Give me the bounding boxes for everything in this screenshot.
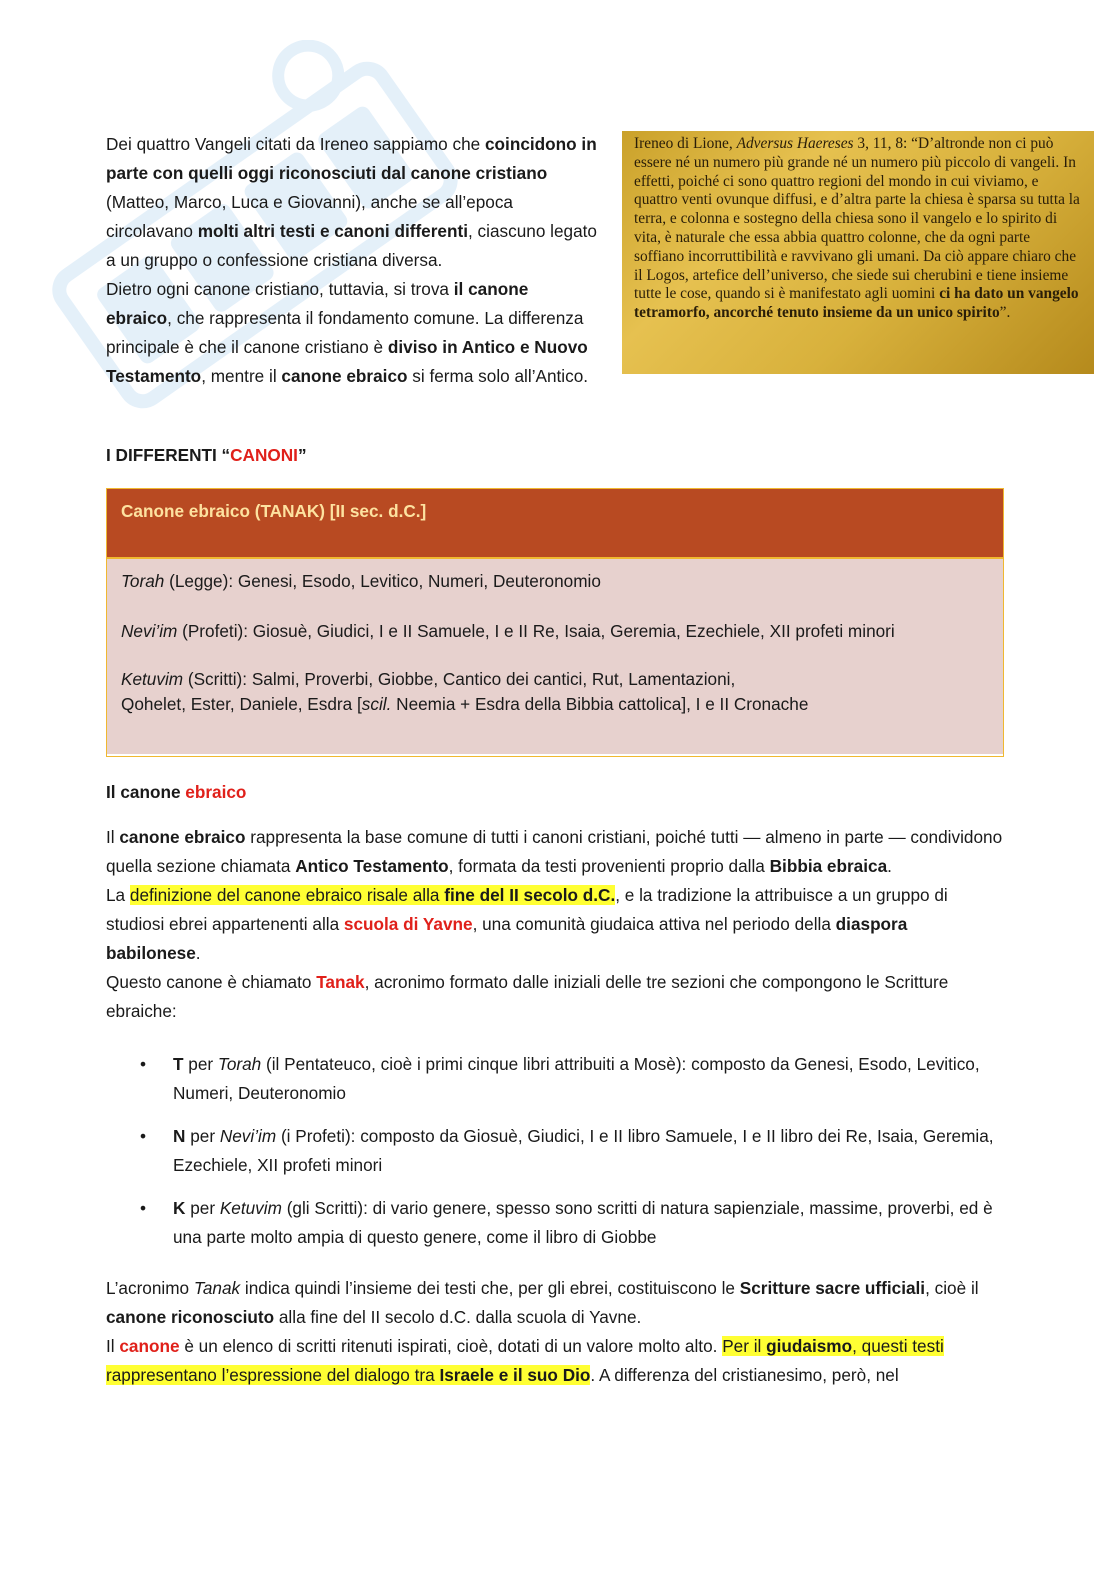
irenaeus-quote-box bbox=[622, 131, 1094, 374]
table-row-ketuvim: Ketuvim (Scritti): Salmi, Proverbi, Giobbe, Cantico dei cantici, Rut, Lamentazioni, Qohelet, Ester, Daniele, Esdra [scil. Neemia + Esdra della Bibbia cattolica], I e II Cronache bbox=[121, 669, 809, 714]
bullet-icon: • bbox=[140, 1054, 147, 1074]
table-row-neviim: Nevi’im (Profeti): Giosuè, Giudici, I e II Samuele, I e II Re, Isaia, Geremia, Ezechiele, XII profeti minori bbox=[121, 621, 895, 641]
canon-table bbox=[106, 488, 1004, 757]
main-paragraph-2: La definizione del canone ebraico risale alla fine del II secolo d.C., e la tradizione la attribuisce a un gruppo di studiosi ebrei appartenenti alla scuola di Yavne, una comunità giudaica attiva nel periodo della diaspora babilonese. bbox=[106, 885, 948, 963]
intro-paragraph-1: Dei quattro Vangeli citati da Ireneo sappiamo che coincidono in parte con quelli oggi riconosciuti dal canone cristiano (Matteo, Marco, Luca e Giovanni), anche se all’epoca circolavano molti altri testi e canoni differenti, ciascuno legato a un gruppo o confessione cristiana diversa. bbox=[106, 134, 597, 270]
list-item: • N per Nevi’im (i Profeti): composto da Giosuè, Giudici, I e II libro Samuele, I e II libro dei Re, Isaia, Geremia, Ezechiele, XII profeti minori bbox=[106, 1122, 1006, 1180]
bullet-icon: • bbox=[140, 1126, 147, 1146]
quote-body: 3, 11, 8: “D’altronde non ci può essere né un numero più grande né un numero più piccolo di vangeli. In effetti, poiché ci sono quattro regioni del mondo in cui viviamo, e quattro venti ovunque diffusi, e d’altra parte la chiesa è sparsa su tutta la terra, e colonna e sostegno della chiesa sono il vangelo e lo spirito di vita, è naturale che essa abbia quattro colonne, che da ogni parte soffiano incorruttibilità e ravvivano gli umani. Da ciò appare chiaro che il Logos, artefice dell’universo, che siede sui cherubini e tiene insieme tutte le cose, quando si è manifestato agli uomini bbox=[634, 135, 1080, 303]
intro-section bbox=[106, 130, 1080, 391]
quote-work: Adversus Haereses bbox=[736, 135, 854, 152]
quote-close: ”. bbox=[999, 304, 1011, 322]
main-paragraph-4: L’acronimo Tanak indica quindi l’insieme dei testi che, per gli ebrei, costituiscono le Scritture sacre ufficiali, cioè il canone riconosciuto alla fine del II secolo d.C. dalla scuola di Yavne. bbox=[106, 1278, 979, 1327]
bullet-icon: • bbox=[140, 1198, 147, 1218]
list-item: • T per Torah (il Pentateuco, cioè i primi cinque libri attribuiti a Mosè): composto da Genesi, Esodo, Levitico, Numeri, Deuteronomio bbox=[106, 1050, 1006, 1108]
canon-table-body bbox=[107, 559, 1003, 754]
main-paragraph-5: Il canone è un elenco di scritti ritenuti ispirati, cioè, dotati di un valore molto alto. Per il giudaismo, questi testi rappresentano l’espressione del dialogo tra Israele e il suo Dio. A differenza del cristianesimo, però, nel bbox=[106, 1336, 944, 1385]
table-row-torah: Torah (Legge): Genesi, Esodo, Levitico, Numeri, Deuteronomio bbox=[121, 571, 601, 591]
quote-author: Ireneo di Lione, bbox=[634, 135, 737, 152]
section-title: I DIFFERENTI “CANONI” bbox=[106, 445, 307, 465]
main-paragraph-3: Questo canone è chiamato Tanak, acronimo formato dalle iniziali delle tre sezioni che compongono le Scritture ebraiche: bbox=[106, 972, 949, 1021]
main-section bbox=[106, 823, 1006, 1390]
canon-table-header: Canone ebraico (TANAK) [II sec. d.C.] bbox=[107, 489, 1003, 559]
main-paragraph-1: Il canone ebraico rappresenta la base comune di tutti i canoni cristiani, poiché tutti — almeno in parte — condividono quella sezione chiamata Antico Testamento, formata da testi provenienti proprio dalla Bibbia ebraica. bbox=[106, 827, 1003, 876]
subsection-title: Il canone ebraico bbox=[106, 782, 247, 802]
intro-paragraph-2: Dietro ogni canone cristiano, tuttavia, si trova il canone ebraico, che rappresenta il fondamento comune. La differenza principale è che il canone cristiano è diviso in Antico e Nuovo Testamento, mentre il canone ebraico si ferma solo all’Antico. bbox=[106, 279, 589, 386]
list-item: • K per Ketuvim (gli Scritti): di vario genere, spesso sono scritti di natura sapienziale, massime, proverbi, ed è una parte molto ampia di questo genere, come il libro di Giobbe bbox=[106, 1194, 1006, 1252]
tanak-list bbox=[106, 1050, 1006, 1252]
quote-bold-end: ci ha dato un vangelo tetramorfo, ancorché tenuto insieme da un unico spirito bbox=[634, 285, 1079, 322]
